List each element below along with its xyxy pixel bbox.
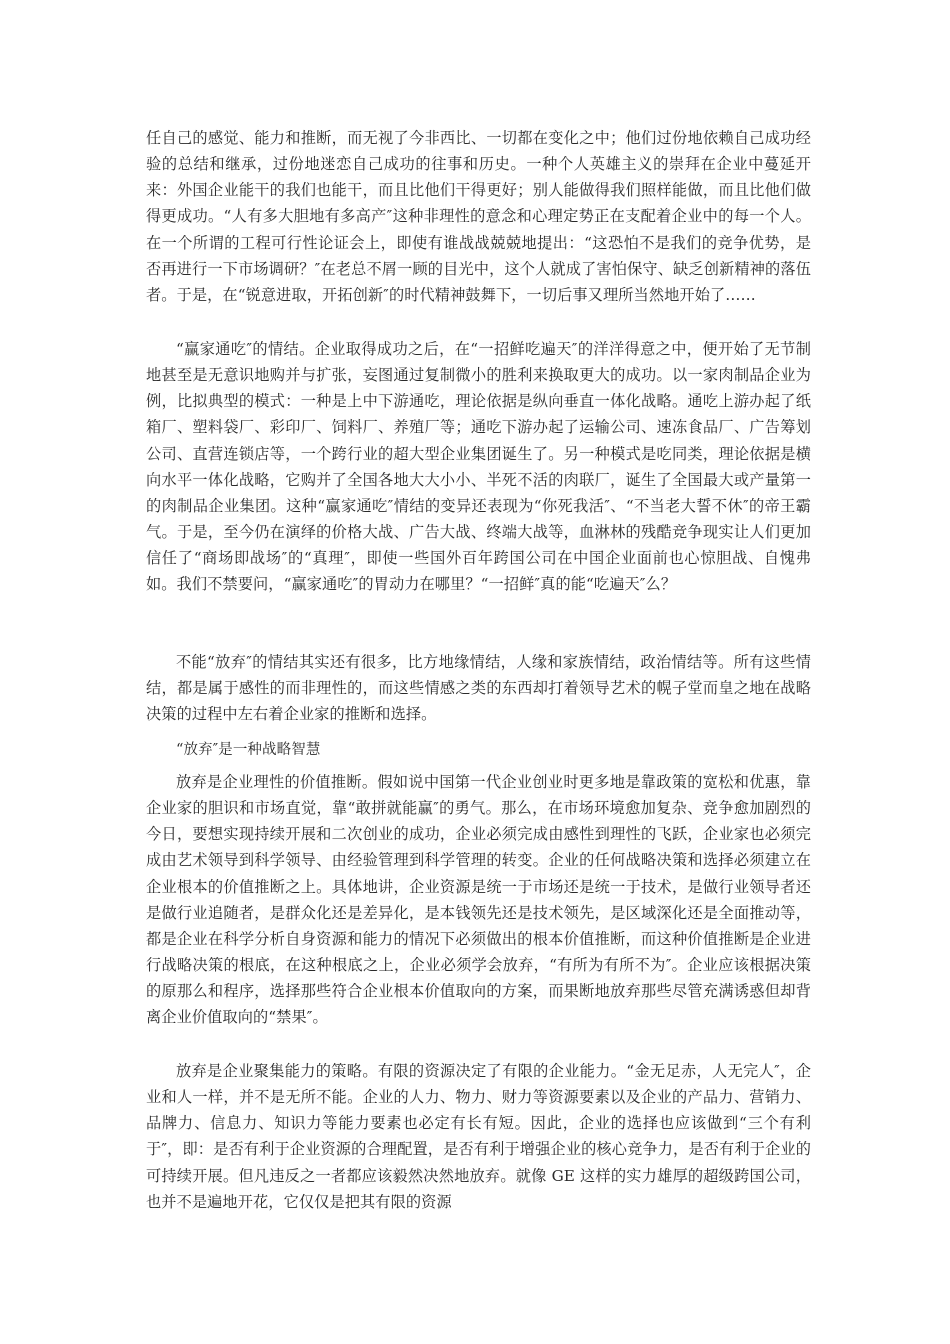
paragraph-winner-takes-all: “赢家通吃″的情结。企业取得成功之后，在“一招鲜吃遍天″的洋洋得意之中，便开始了无节制地甚至是无意识地购并与扩张，妄图通过复制微小的胜利来换取更大的成功。以一家肉制品企业为例，比拟典型的模式：一种是上中下游通吃，理论依据是纵向垂直一体化战略。通吃上游办起了纸箱厂、塑料袋厂、彩印厂、饲料厂、养殖厂等；通吃下游办起了运输公司、速冻食品厂、广告筹划公司、直营连锁店等，一个跨行业的超大型企业集团诞生了。另一种模式是吃同类，理论依据是横向水平一体化战略，它购并了全国各地大大小小、半死不活的肉联厂，诞生了全国最大或产量第一的肉制品企业集团。这种“赢家通吃″情结的变异还表现为“你死我活″、“不当老大誓不休″的帝王霸气。于是，至今仍在演绎的价格大战、广告大战、终端大战等，血淋林的残酷竞争现实让人们更加信任了“商场即战场″的“真理″，即使一些国外百年跨国公司在中国企业面前也心惊胆战、自愧弗如。我们不禁要问，“赢家通吃″的胃动力在哪里？“一招鲜″真的能“吃遍天″么？ xyxy=(146,340,811,594)
paragraph-other-complexes: 不能“放弃″的情结其实还有很多，比方地缘情结，人缘和家族情结，政治情结等。所有这些情结，都是属于感性的而非理性的，而这些情感之类的东西却打着领导艺术的幌子堂而皇之地在战略决策的过程中左右着企业家的推断和选择。 xyxy=(146,653,811,724)
paragraph-rational-judgement: 放弃是企业理性的价值推断。假如说中国第一代企业创业时更多地是靠政策的宽松和优惠，靠企业家的胆识和市场直觉，靠“敢拼就能赢″的勇气。那么，在市场环境愈加复杂、竞争愈加剧烈的今日，要想实现持续开展和二次创业的成功，企业必须完成由感性到理性的飞跃，企业家也必须完成由艺术领导到科学领导、由经验管理到科学管理的转变。企业的任何战略决策和选择必须建立在企业根本的价值推断之上。具体地讲，企业资源是统一于市场还是统一于技术，是做行业领导者还是做行业追随者，是群众化还是差异化，是本钱领先还是技术领先，是区域深化还是全面推动等，都是企业在科学分析自身资源和能力的情况下必须做出的根本价值推断，而这种价值推断是企业进行战略决策的根底，在这种根底之上，企业必须学会放弃，“有所为有所不为″。企业应该根据决策的原那么和程序，选择那些符合企业根本价值取向的方案，而果断地放弃那些尽管充满诱惑但却背离企业价值取向的“禁果″。 xyxy=(146,773,811,1027)
section-heading: “放弃″是一种战略智慧 xyxy=(176,742,321,758)
paragraph-hero-worship: 任自己的感觉、能力和推断，而无视了今非西比、一切都在变化之中；他们过份地依赖自己成功经验的总结和继承，过份地迷恋自己成功的往事和历史。一种个人英雄主义的崇拜在企业中蔓延开来：外国企业能干的我们也能干，而且比他们干得更好；别人能做得我们照样能做，而且比他们做得更成功。“人有多大胆地有多高产″这种非理性的意念和心理定势正在支配着企业中的每一个人。在一个所谓的工程可行性论证会上，即使有谁战战兢兢地提出：“这恐怕不是我们的竞争优势，是否再进行一下市场调研？″在老总不屑一顾的目光中，这个人就成了害怕保守、缺乏创新精神的落伍者。于是，在“锐意进取，开拓创新″的时代精神鼓舞下，一切后事又理所当然地开始了…… xyxy=(146,129,811,304)
paragraph-focus-capability: 放弃是企业聚集能力的策略。有限的资源决定了有限的企业能力。“金无足赤，人无完人″，企业和人一样，并不是无所不能。企业的人力、物力、财力等资源要素以及企业的产品力、营销力、品牌力、信息力、知识力等能力要素也必定有长有短。因此，企业的选择也应该做到“三个有利于″，即：是否有利于企业资源的合理配置，是否有利于增强企业的核心竞争力，是否有利于企业的可持续开展。但凡违反之一者都应该毅然决然地放弃。就像 GE 这样的实力雄厚的超级跨国公司，也并不是遍地开花，它仅仅是把其有限的资源 xyxy=(146,1062,811,1211)
